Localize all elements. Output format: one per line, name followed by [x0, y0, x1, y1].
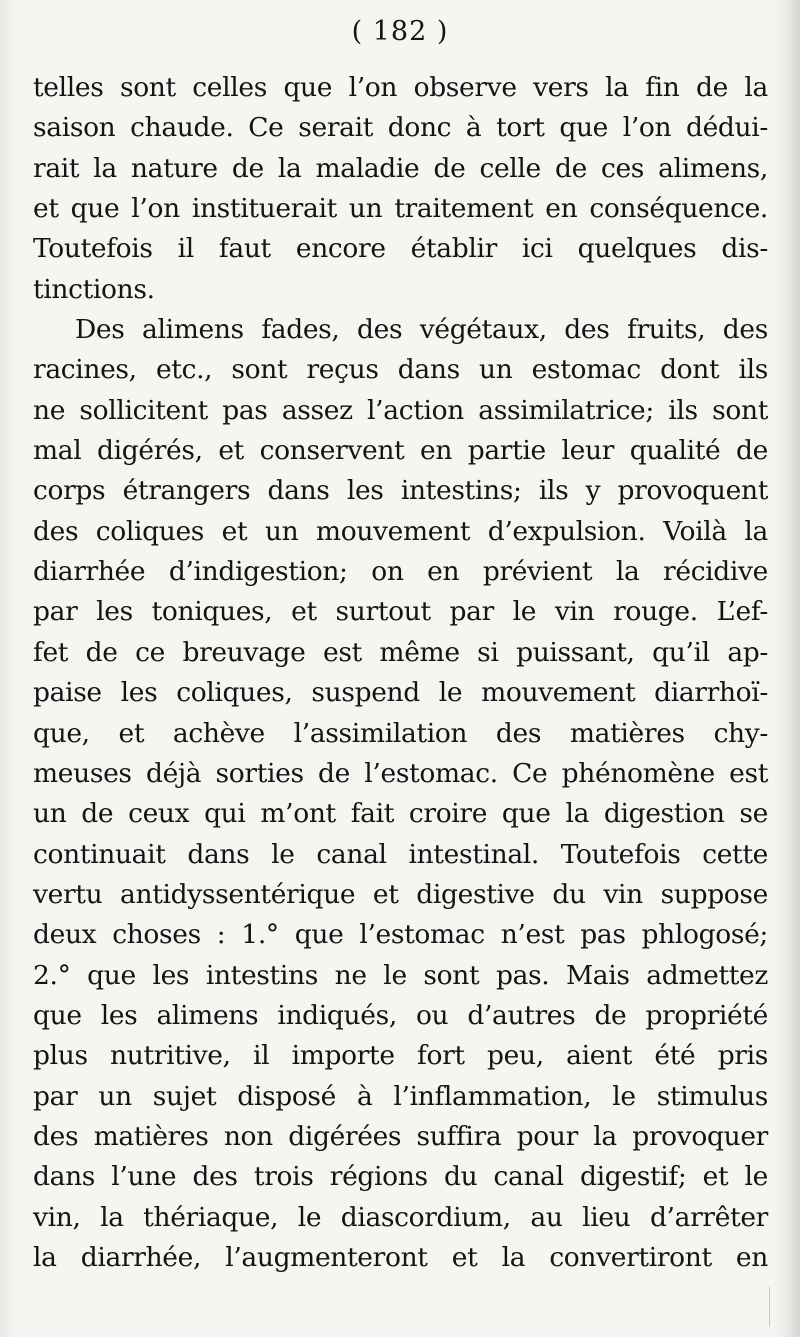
text-line: telles sont celles que l’on observe vers la fin de la	[33, 72, 768, 103]
text-line: par les toniques, et surtout par le vin rouge. L’ef-	[33, 596, 768, 628]
text-line: vin, la thériaque, le diascordium, au lieu d’arrêter	[33, 1201, 768, 1233]
page-number: ( 182 )	[351, 16, 449, 47]
text-line: ne sollicitent pas assez l’action assimilatrice; ils sont	[33, 394, 768, 426]
text-line: et que l’on instituerait un traitement en conséquence.	[33, 193, 768, 225]
text-line: dans l’une des trois régions du canal digestif; et le	[33, 1161, 768, 1193]
text-line: corps étrangers dans les intestins; ils y provoquent	[33, 475, 768, 507]
page-edge-shadow	[786, 0, 800, 1337]
body-text	[33, 68, 768, 1278]
text-line: que, et achève l’assimilation des matières chy-	[33, 717, 768, 749]
text-line: vertu antidyssentérique et digestive du vin suppose	[33, 878, 768, 910]
text-line: saison chaude. Ce serait donc à tort que l’on dédui-	[33, 112, 768, 144]
text-line: diarrhée d’indigestion; on en prévient la récidive	[33, 556, 768, 588]
text-line: la diarrhée, l’augmenteront et la convertiront en	[33, 1241, 768, 1273]
text-line: des coliques et un mouvement d’expulsion. Voilà la	[33, 515, 768, 547]
text-line: 2.° que les intestins ne le sont pas. Mais admettez	[33, 959, 768, 991]
text-line: rait la nature de la maladie de celle de ces alimens,	[33, 152, 768, 184]
text-line: par un sujet disposé à l’inflammation, le stimulus	[33, 1080, 768, 1112]
text-line: des matières non digérées suffira pour la provoquer	[33, 1120, 768, 1152]
paragraph-first-line: Des alimens fades, des végétaux, des fruits, des	[75, 314, 768, 346]
text-line: racines, etc., sont reçus dans un estomac dont ils	[33, 354, 768, 386]
text-line: meuses déjà sorties de l’estomac. Ce phénomène est	[33, 757, 768, 789]
text-line: deux choses : 1.° que l’estomac n’est pas phlogosé;	[33, 919, 768, 951]
text-line: un de ceux qui m’ont fait croire que la digestion se	[33, 798, 768, 830]
text-line: paise les coliques, suspend le mouvement diarrhoï-	[33, 677, 768, 709]
text-line: continuait dans le canal intestinal. Toutefois cette	[33, 838, 768, 870]
text-line: plus nutritive, il importe fort peu, aient été pris	[33, 1040, 768, 1072]
text-line: fet de ce breuvage est même si puissant, qu’il ap-	[33, 636, 768, 668]
text-line: que les alimens indiqués, ou d’autres de propriété	[33, 999, 768, 1031]
text-line: mal digérés, et conservent en partie leur qualité de	[33, 435, 768, 467]
text-line: Toutefois il faut encore établir ici quelques dis-	[33, 233, 768, 265]
page-edge-mark	[767, 1287, 770, 1327]
text-line: tinctions.	[33, 273, 155, 305]
